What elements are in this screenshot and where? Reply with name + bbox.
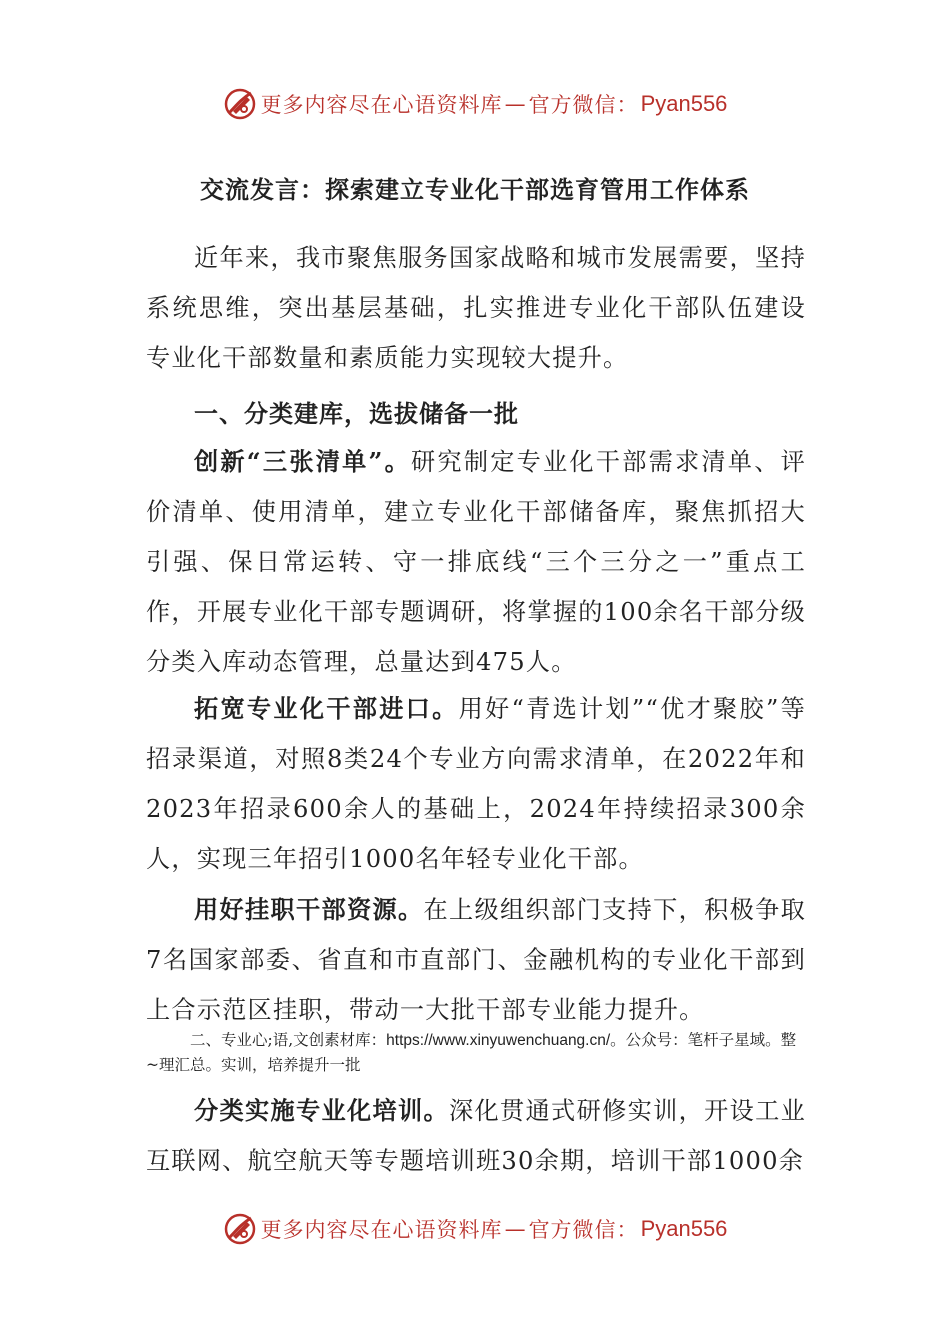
page-title: 交流发言：探索建立专业化干部选育管用工作体系 xyxy=(200,175,750,204)
paragraph-1 xyxy=(146,437,806,687)
intro-paragraph: 近年来，我市聚焦服务国家战略和城市发展需要，坚持系统思维，突出基层基础，扎实推进专业化干部队伍建设专业化干部数量和素质能力实现较大提升。 xyxy=(146,244,806,372)
paragraph-4-text: 深化贯通式研修实训，开设工业互联网、航空航天等专题培训班30余期，培训干部1000余 xyxy=(146,1097,806,1175)
paragraph-2-text: 用好“青选计划”“优才聚胶”等招录渠道，对照8类24个专业方向需求清单，在2022年和2023年招录600余人的基础上，2024年持续招录300余人，实现三年招引1000名年轻专业化干部。 xyxy=(146,695,806,873)
section-2-link[interactable]: https://www.xinyuwenchuang.cn/ xyxy=(386,1032,611,1049)
paragraph-1-lead: 创新“三张清单”。 xyxy=(194,447,412,476)
header-banner xyxy=(0,84,950,124)
paragraph-2-lead: 拓宽专业化干部进口。 xyxy=(194,694,459,723)
banner-dash: — xyxy=(504,1217,527,1241)
paragraph-2 xyxy=(146,684,806,884)
paragraph-4-lead: 分类实施专业化培训。 xyxy=(194,1096,450,1125)
banner-text: 更多内容尽在心语资料库 xyxy=(260,93,503,117)
section-heading-2 xyxy=(146,1028,806,1078)
banner-text: 更多内容尽在心语资料库 xyxy=(260,1218,503,1242)
pen-logo-icon xyxy=(223,1212,257,1246)
banner-dash: — xyxy=(504,92,527,116)
banner-wechat-label: 官方微信： xyxy=(528,1218,639,1242)
section-2-prefix: 二、专业心;语,文创素材库： xyxy=(190,1031,387,1049)
paragraph-3-lead: 用好挂职干部资源。 xyxy=(194,895,424,924)
paragraph-3 xyxy=(146,885,806,1035)
section-heading-1: 一、分类建库，选拔储备一批 xyxy=(194,399,519,428)
footer-banner xyxy=(0,1209,950,1249)
banner-wechat-id: Pyan556 xyxy=(640,91,728,116)
paragraph-3-text: 在上级组织部门支持下，积极争取7名国家部委、省直和市直部门、金融机构的专业化干部到上合示范区挂职，带动一大批干部专业能力提升。 xyxy=(146,896,806,1024)
section-2-suffix: 。公众号：笔杆子星域。整~理汇总。实训，培养提升一批 xyxy=(146,1031,797,1074)
paragraph-1-text: 研究制定专业化干部需求清单、评价清单、使用清单，建立专业化干部储备库，聚焦抓招大引强、保日常运转、守一排底线“三个三分之一”重点工作，开展专业化干部专题调研，将掌握的100余名干部分级分类入库动态管理，总量达到475人。 xyxy=(146,448,806,676)
banner-wechat-label: 官方微信： xyxy=(528,93,639,117)
pen-logo-icon xyxy=(223,87,257,121)
paragraph-4 xyxy=(146,1086,806,1186)
banner-wechat-id: Pyan556 xyxy=(640,1216,728,1241)
